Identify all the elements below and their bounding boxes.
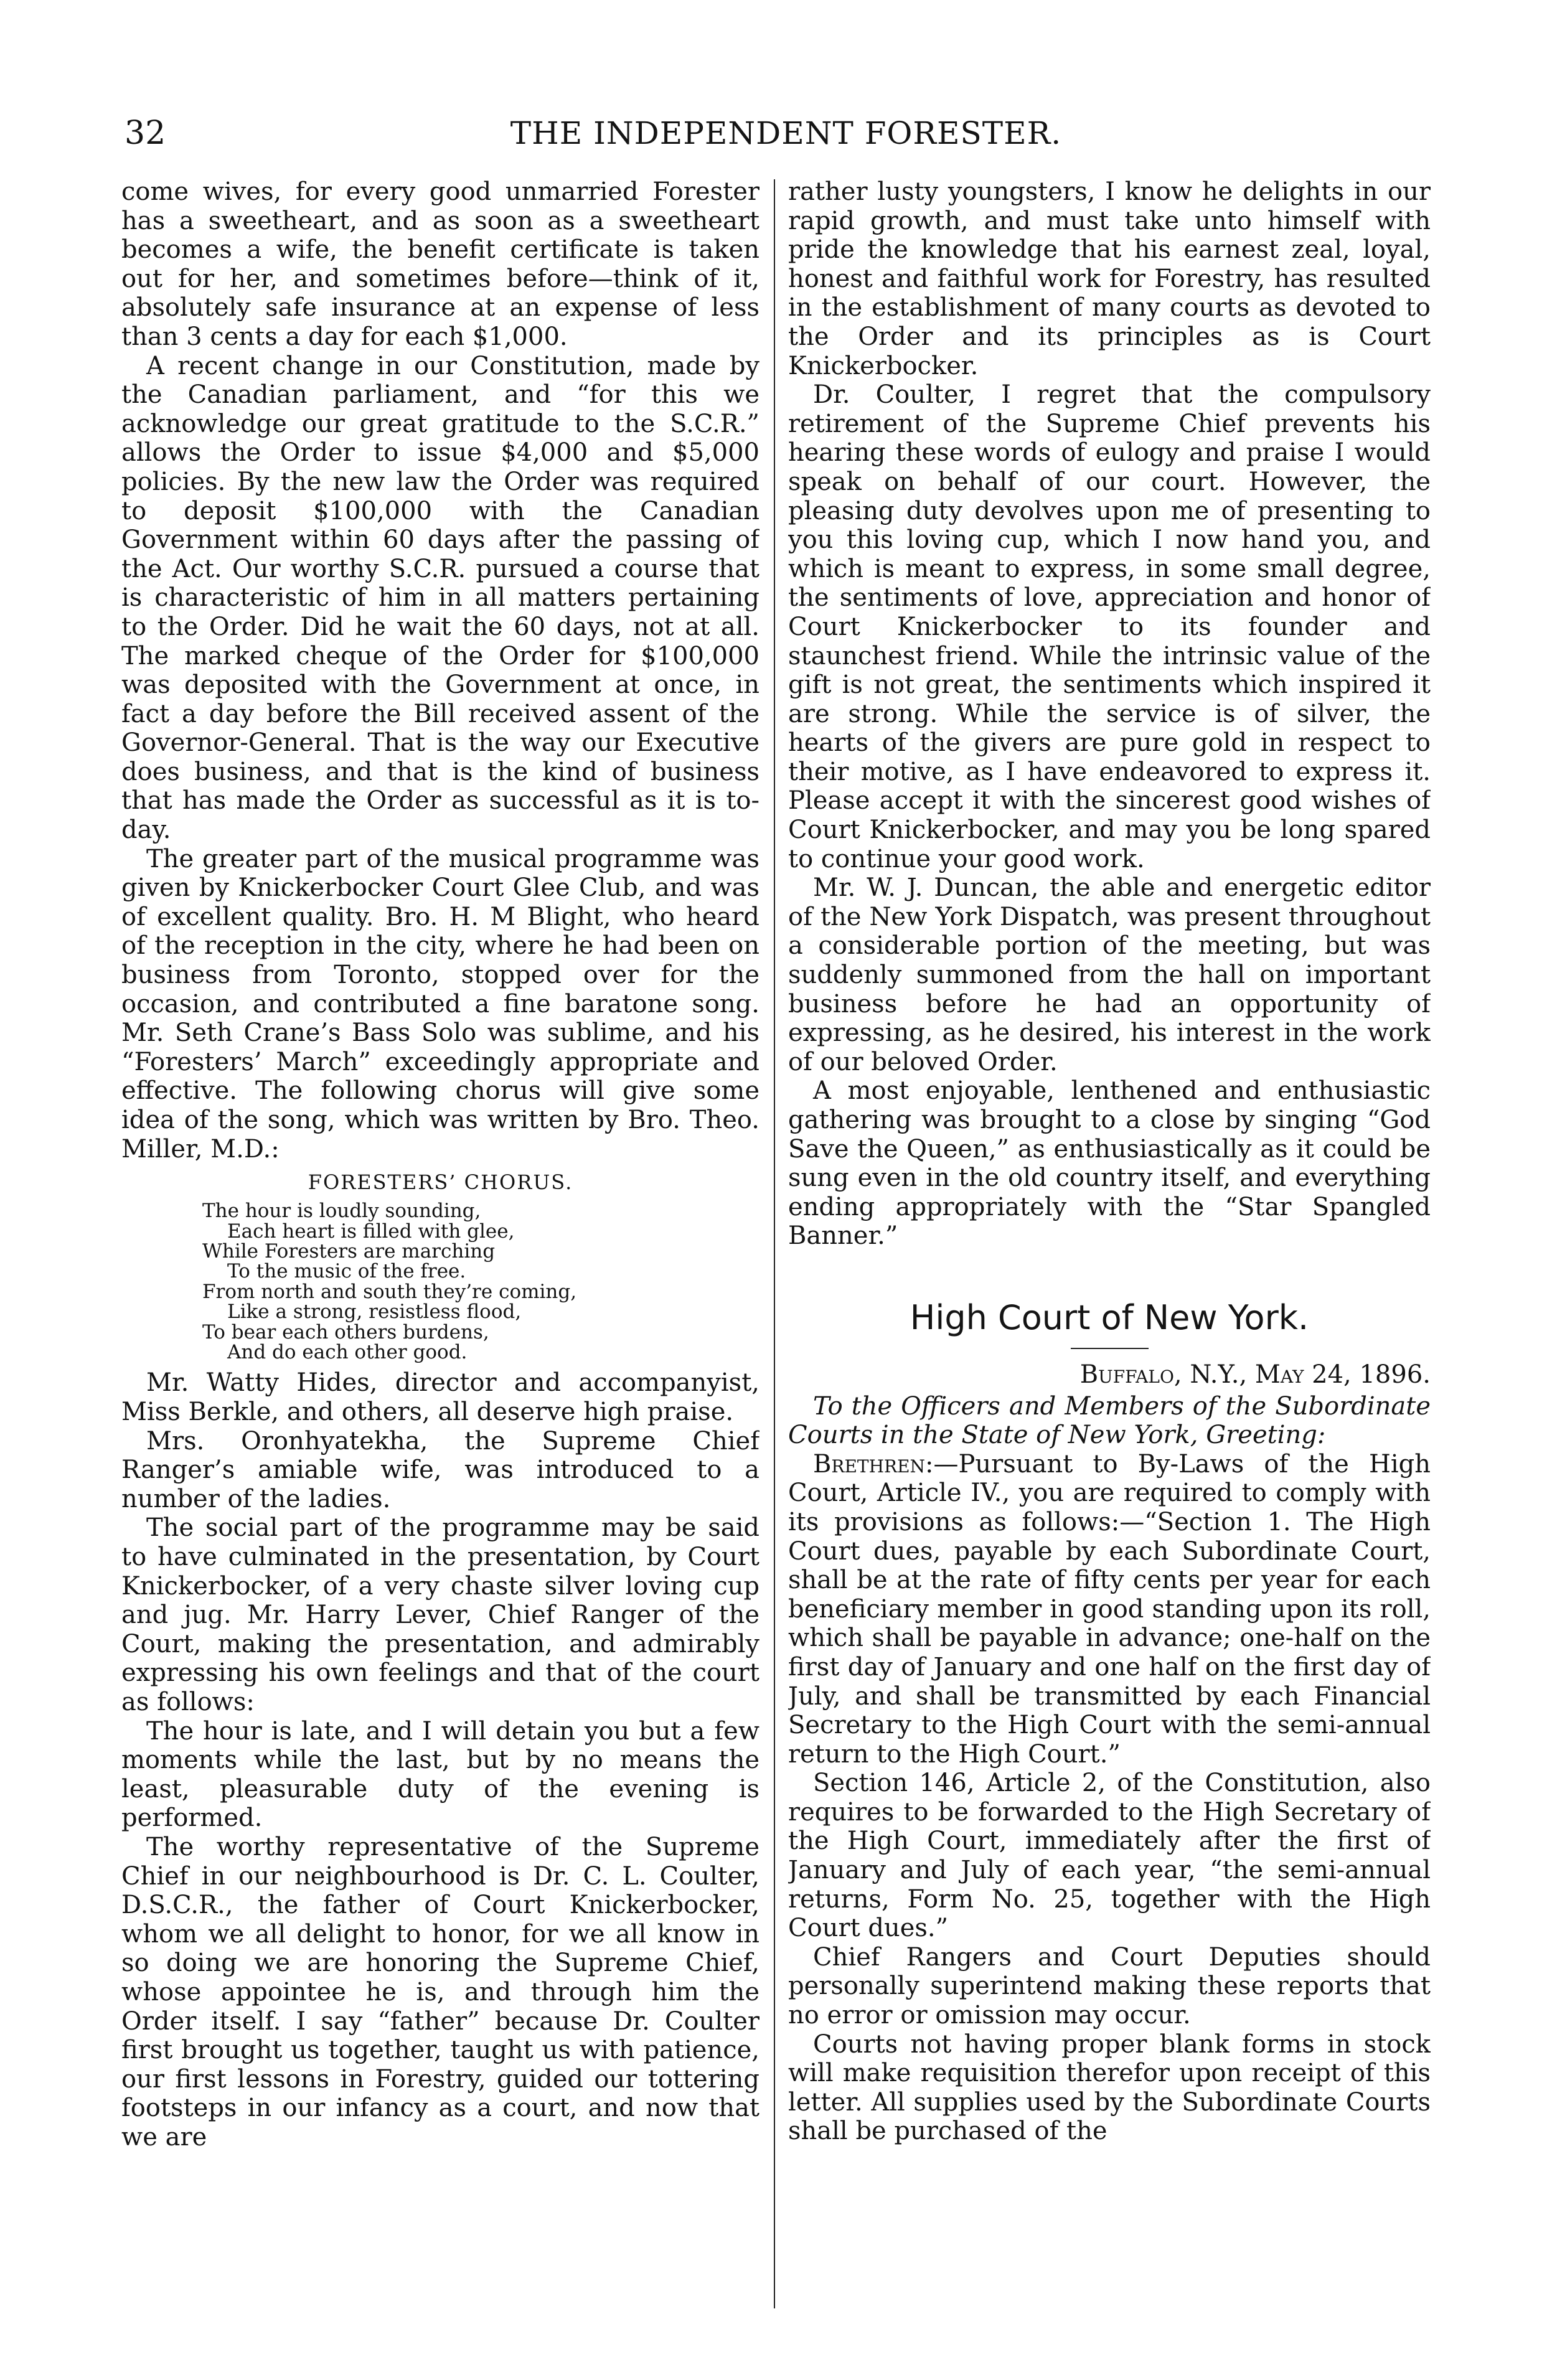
poem-title: FORESTERS’ CHORUS.	[308, 1170, 573, 1195]
poem-line: Each heart is filled with glee,	[227, 1220, 515, 1243]
paragraph: Mr. Watty Hides, director and accompanyist, Miss Berkle, and others, all deserve high praise.	[121, 1368, 759, 1427]
running-title: THE INDEPENDENT FORESTER.	[510, 115, 1062, 151]
poem-line: The hour is loudly sounding,	[202, 1200, 481, 1223]
brethren-label: Brethren	[813, 1449, 926, 1479]
poem-line: To the music of the free.	[227, 1260, 466, 1283]
page-header	[125, 111, 1447, 156]
poem-line: To bear each others burdens,	[202, 1320, 489, 1343]
paragraph: Chief Rangers and Court Deputies should personally superintend making these reports that no error or omission may occur.	[788, 1942, 1431, 2030]
paragraph: The hour is late, and I will detain you but a few moments while the last, but by no means the least, pleasurable duty of the evening is performed.	[121, 1716, 759, 1833]
right-column	[788, 177, 1431, 2313]
paragraph: A recent change in our Constitution, made by the Canadian parliament, and “for this we acknowledge our great gratitude to the S.C.R.” allows the Order to issue $4,000 and $5,000 policies. By the new law the Order was required to deposit $100,000 with the Canadian Government within 60 days after the passing of the Act. Our worthy S.C.R. pursued a course that is characteristic of him in all matters pertaining to the Order. Did he wait the 60 days, not at all. The marked cheque of the Order for $100,000 was deposited with the Government at once, in fact a day before the Bill received assent of the Governor-General. That is the way our Executive does business, and that is the kind of business that has made the Order as successful as it is to-day.	[121, 351, 759, 845]
poem-line: And do each other good.	[227, 1341, 468, 1364]
salutation: To the Officers and Members of the Subordinate Courts in the State of New York, Greeting:	[788, 1391, 1431, 1450]
paragraph: The greater part of the musical programme was given by Knickerbocker Court Glee Club, and was of excellent quality. Bro. H. M Blight, who heard of the reception in the city, where he had been on business from Toronto, stopped over for the occasion, and contributed a fine baratone song. Mr. Seth Crane’s Bass Solo was sublime, and his “Foresters’ March” exceedingly appropriate and effective. The following chorus will give some idea of the song, which was written by Bro. Theo. Miller, M.D.:	[121, 844, 759, 1164]
dateline: Buffalo, N.Y., May 24, 1896.	[1079, 1360, 1431, 1389]
paragraph: Section 146, Article 2, of the Constitution, also requires to be forwarded to the High Secretary of the High Court, immediately after the first of January and July of each year, “the semi-annual returns, Form No. 25, together with the High Court dues.”	[788, 1769, 1431, 1943]
left-column	[121, 177, 759, 2313]
heading-rule	[1071, 1348, 1149, 1349]
section-title: High Court of New York.	[910, 1297, 1309, 1337]
paragraph-text: :—Pursuant to By-Laws of the High Court, Article IV., you are required to comply with its provisions as follows:—“Section 1. The High Court dues, payable by each Subordinate Court, shall be at the rate of fifty cents per year for each beneficiary member in good standing upon its roll, which shall be payable in advance; one-half on the first day of January and one half on the first day of July, and shall be transmitted by each Financial Secretary to the High Court with the semi-annual return to the High Court.”	[788, 1449, 1431, 1769]
paragraph: A most enjoyable, lenthened and enthusiastic gathering was brought to a close by singing “God Save the Queen,” as enthusiastically as it could be sung even in the old country itself, and everything ending appropriately with the “Star Spangled Banner.”	[788, 1076, 1431, 1251]
column-divider	[774, 179, 775, 2308]
paragraph: The worthy representative of the Supreme Chief in our neighbourhood is Dr. C. L. Coulter, D.S.C.R., the father of Court Knickerbocker, whom we all delight to honor, for we all know in so doing we are honoring the Supreme Chief, whose appointee he is, and through him the Order itself. I say “father” because Dr. Coulter first brought us together, taught us with patience, our first lessons in Forestry, guided our tottering footsteps in our infancy as a court, and now that we are	[121, 1832, 759, 2152]
paragraph: come wives, for every good unmarried Forester has a sweetheart, and as soon as a sweetheart becomes a wife, the benefit certificate is taken out for her, and sometimes before—think of it, absolutely safe insurance at an expense of less than 3 cents a day for each $1,000.	[121, 177, 759, 351]
paragraph: The social part of the programme may be said to have culminated in the presentation, by Court Knickerbocker, of a very chaste silver loving cup and jug. Mr. Harry Lever, Chief Ranger of the Court, making the presentation, and admirably expressing his own feelings and that of the court as follows:	[121, 1513, 759, 1716]
poem-line: Like a strong, resistless flood,	[227, 1301, 522, 1324]
paragraph	[788, 1450, 1431, 1769]
poem	[121, 1201, 759, 1362]
paragraph: rather lusty youngsters, I know he delights in our rapid growth, and must take unto himself with pride the knowledge that his earnest zeal, loyal, honest and faithful work for Forestry, has resulted in the establishment of many courts as devoted to the Order and its principles as is Court Knickerbocker.	[788, 177, 1431, 380]
page-number: 32	[125, 115, 166, 152]
paragraph: Courts not having proper blank forms in stock will make requisition therefor upon receipt of this letter. All supplies used by the Subordinate Courts shall be purchased of the	[788, 2030, 1431, 2146]
paragraph: Dr. Coulter, I regret that the compulsory retirement of the Supreme Chief prevents his hearing these words of eulogy and praise I would speak on behalf of our court. However, the pleasing duty devolves upon me of presenting to you this loving cup, which I now hand you, and which is meant to express, in some small degree, the sentiments of love, appreciation and honor of Court Knickerbocker to its founder and staunchest friend. While the intrinsic value of the gift is not great, the sentiments which inspired it are strong. While the service is of silver, the hearts of the givers are pure gold in respect to their motive, as I have endeavored to express it. Please accept it with the sincerest good wishes of Court Knickerbocker, and may you be long spared to continue your good work.	[788, 380, 1431, 873]
poem-line: While Foresters are marching	[202, 1240, 496, 1263]
paragraph: Mr. W. J. Duncan, the able and energetic editor of the New York Dispatch, was present throughout a considerable portion of the meeting, but was suddenly summoned from the hall on important business before he had an opportunity of expressing, as he desired, his interest in the work of our beloved Order.	[788, 873, 1431, 1076]
poem-line: From north and south they’re coming,	[202, 1280, 577, 1303]
paragraph: Mrs. Oronhyatekha, the Supreme Chief Ranger’s amiable wife, was introduced to a number of the ladies.	[121, 1426, 759, 1513]
